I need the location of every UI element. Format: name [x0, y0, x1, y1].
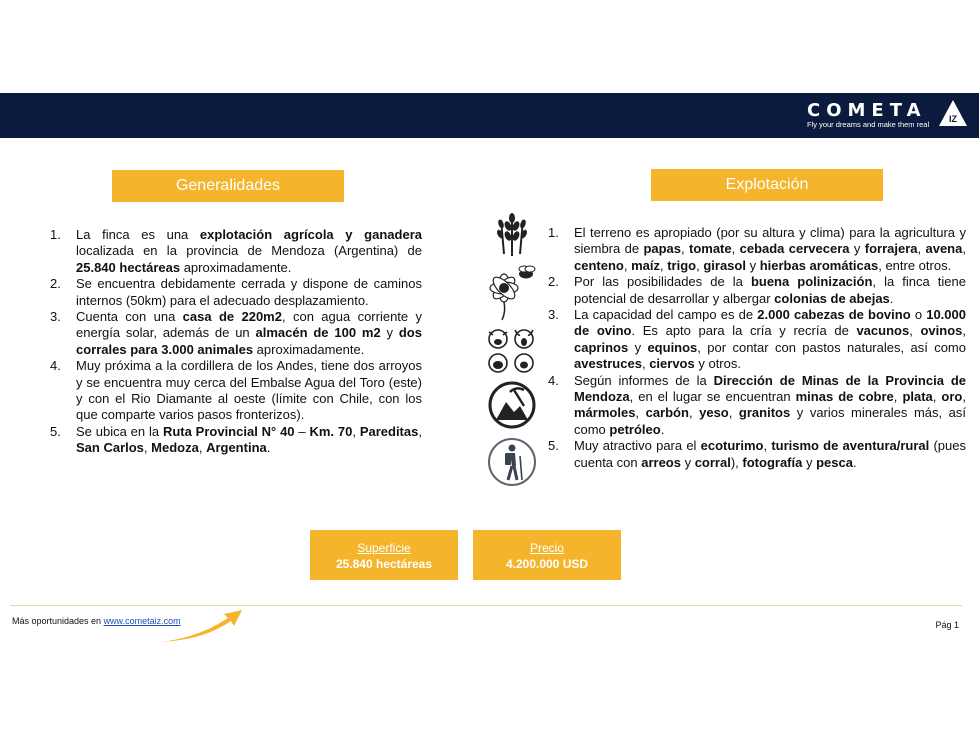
highlight-text: centeno	[574, 257, 624, 273]
body-text: ),	[730, 454, 743, 470]
body-text: (pues cuenta con	[574, 438, 966, 470]
brand-mark-text: IZ	[949, 114, 957, 124]
highlight-text: casa de 220m2	[182, 309, 282, 325]
body-text: Se encuentra debidamente cerrada y dispone de caminos internos (50km) para el adecuado desplazamiento.	[76, 276, 422, 308]
wheat-icon	[484, 210, 540, 258]
highlight-text: maíz	[631, 257, 660, 273]
highlight-text: corral	[694, 454, 731, 470]
list-number: 2.	[50, 276, 61, 292]
mining-icon	[484, 380, 540, 430]
list-number: 3.	[548, 307, 559, 323]
explotacion-heading: Explotación	[651, 169, 883, 201]
highlight-text: pesca	[816, 454, 853, 470]
brand-mark-icon	[939, 100, 967, 126]
highlight-text: oro	[941, 389, 963, 405]
body-text: y	[745, 257, 760, 273]
highlight-text: trigo	[667, 257, 697, 273]
highlight-text: girasol	[703, 257, 746, 273]
footer-prefix: Más oportunidades en	[12, 616, 104, 626]
highlight-text: Medoza	[151, 440, 199, 456]
body-text: La finca es una	[76, 227, 200, 242]
body-text: y	[380, 325, 399, 341]
body-text: y	[628, 339, 648, 355]
footer-divider	[10, 605, 962, 606]
website-link[interactable]: www.cometaiz.com	[103, 616, 181, 626]
highlight-text: cebada cervecera	[739, 241, 850, 257]
body-text: o	[910, 307, 927, 323]
body-text: Muy próxima a la cordillera de los Andes, tiene dos arroyos y se encuentra muy cerca del Embalse Agua del Toro (este) y con el Rio Diamante al oeste (límite con Chile, con los que comparte varios pasos fronterizos).	[76, 358, 422, 423]
body-text: ,	[731, 241, 740, 257]
body-text: y otros.	[694, 356, 741, 372]
highlight-text: 2.000 cabezas de bovino	[757, 307, 911, 323]
highlight-text: Argentina	[206, 440, 267, 456]
body-text: y	[680, 454, 695, 470]
list-number: 1.	[548, 225, 559, 240]
body-text: ,	[696, 257, 704, 273]
highlight-text: turismo de aventura/rural	[771, 438, 930, 454]
highlight-text: Pareditas	[359, 423, 419, 439]
list-number: 1.	[50, 227, 61, 242]
body-text: . Es apto para la cría y recría de	[631, 323, 857, 339]
list-item	[50, 358, 422, 424]
list-item	[50, 424, 422, 457]
price-label[interactable]: Precio	[529, 541, 564, 555]
body-text: .	[889, 290, 894, 306]
surface-value: 25.840 hectáreas	[335, 557, 433, 571]
list-item	[548, 438, 966, 471]
body-text: ,	[418, 423, 422, 439]
list-number: 5.	[548, 438, 559, 454]
body-text: ,	[352, 423, 360, 439]
icon-column	[484, 210, 540, 488]
brand-name: COMETA	[807, 100, 927, 121]
body-text: , entre otros.	[878, 257, 952, 273]
body-text: ,	[688, 405, 700, 421]
livestock-icon	[484, 326, 540, 376]
body-text: ,	[623, 257, 632, 273]
list-item	[548, 307, 966, 373]
list-number: 4.	[548, 372, 559, 388]
highlight-text: granitos	[738, 405, 791, 421]
page-number: Pág 1	[935, 620, 959, 630]
body-text: .	[266, 440, 271, 456]
price-card	[473, 530, 621, 580]
body-text: y	[849, 241, 865, 257]
body-text: .	[660, 421, 665, 437]
list-item	[50, 309, 422, 358]
body-text: Cuenta con una	[76, 309, 183, 325]
highlight-text: explotación agrícola y ganadera	[199, 227, 422, 242]
highlight-text: vacunos	[856, 323, 910, 339]
body-text: La capacidad del campo es de	[574, 307, 758, 323]
footer-text	[12, 616, 181, 626]
body-text: Se ubica en la	[76, 423, 163, 439]
highlight-text: dos corrales para 3.000 animales	[76, 325, 422, 357]
surface-label[interactable]: Superficie	[357, 541, 411, 555]
list-item	[548, 373, 966, 439]
body-text: , la finca tiene potencial de desarrollar y albergar	[574, 274, 966, 306]
highlight-text: carbón	[645, 405, 689, 421]
body-text: –	[294, 423, 310, 439]
highlight-text: ciervos	[649, 356, 695, 372]
hiker-icon	[484, 436, 540, 488]
surface-card	[310, 530, 458, 580]
highlight-text: 25.840 hectáreas	[76, 259, 181, 275]
highlight-text: ecoturimo	[700, 438, 764, 454]
body-text: ,	[909, 323, 921, 339]
body-text: ,	[198, 440, 207, 456]
list-number: 5.	[50, 423, 61, 439]
body-text: ,	[893, 389, 903, 405]
body-text: ,	[917, 241, 926, 257]
generalidades-list	[50, 227, 422, 457]
highlight-text: minas de cobre	[795, 389, 894, 405]
highlight-text: ovinos	[920, 323, 963, 339]
list-item	[548, 274, 966, 307]
body-text: Según informes de la	[574, 372, 714, 388]
body-text: ,	[728, 405, 739, 421]
price-value: 4.200.000 USD	[505, 557, 589, 571]
body-text: ,	[962, 323, 966, 339]
highlight-text: yeso	[699, 405, 729, 421]
body-text: y varios minerales más, así como	[574, 405, 966, 437]
highlight-text: equinos	[647, 339, 698, 355]
highlight-text: Ruta Provincial N° 40	[162, 423, 295, 439]
body-text: ,	[143, 440, 152, 456]
list-item	[50, 276, 422, 309]
body-text: Por las posibilidades de la	[574, 274, 751, 290]
body-text: y	[802, 454, 817, 470]
highlight-text: buena polinización	[750, 274, 873, 290]
body-text: ,	[932, 389, 942, 405]
highlight-text: tomate	[689, 241, 732, 257]
highlight-text: avena	[925, 241, 963, 257]
body-text: ,	[681, 241, 689, 257]
body-text: El terreno es apropiado (por su altura y clima) para la agricultura y siembra de	[574, 225, 966, 257]
body-text: ,	[659, 257, 668, 273]
generalidades-heading: Generalidades	[112, 170, 344, 202]
body-text: Muy atractivo para el	[574, 438, 701, 454]
body-text: , en el lugar se encuentran	[629, 389, 796, 405]
highlight-text: plata	[902, 389, 933, 405]
list-number: 3.	[50, 309, 61, 325]
highlight-text: papas	[643, 241, 682, 257]
body-text: localizada en la provincia de Mendoza (Argentina) de	[76, 243, 422, 259]
highlight-text: petróleo	[609, 421, 661, 437]
highlight-text: almacén de 100 m2	[255, 325, 381, 341]
body-text: aproximadamente.	[253, 341, 365, 357]
highlight-text: forrajera	[864, 241, 918, 257]
highlight-text: Dirección de Minas de la Provincia de Mendoza	[574, 372, 966, 405]
brand-tagline: Fly your dreams and make them real	[807, 120, 930, 129]
list-item	[50, 227, 422, 276]
body-text: ,	[962, 389, 966, 405]
highlight-text: avestruces	[574, 356, 642, 372]
highlight-text: caprinos	[574, 339, 629, 355]
list-item	[548, 225, 966, 274]
list-number: 4.	[50, 358, 61, 374]
highlight-text: fotografía	[742, 454, 803, 470]
body-text: , con agua corriente y energía solar, además de un	[76, 309, 423, 341]
body-text: ,	[763, 438, 772, 454]
bee-flower-icon	[484, 264, 540, 322]
brand-logo[interactable]	[807, 98, 967, 134]
highlight-text: colonias de abejas	[774, 290, 890, 306]
highlight-text: San Carlos	[76, 440, 144, 456]
body-text: ,	[635, 405, 646, 421]
highlight-text: hierbas aromáticas	[759, 257, 879, 273]
explotacion-list	[548, 225, 966, 471]
highlight-text: Km. 70	[309, 423, 353, 439]
list-number: 2.	[548, 274, 559, 290]
body-text: ,	[641, 356, 650, 372]
highlight-text: mármoles	[574, 405, 636, 421]
body-text: ,	[962, 241, 966, 257]
body-text: , por contar con pastos naturales, así como	[697, 339, 966, 355]
body-text: aproximadamente.	[180, 259, 292, 275]
highlight-text: 10.000 de ovino	[574, 307, 966, 339]
body-text: .	[852, 454, 857, 470]
highlight-text: arreos	[641, 454, 681, 470]
